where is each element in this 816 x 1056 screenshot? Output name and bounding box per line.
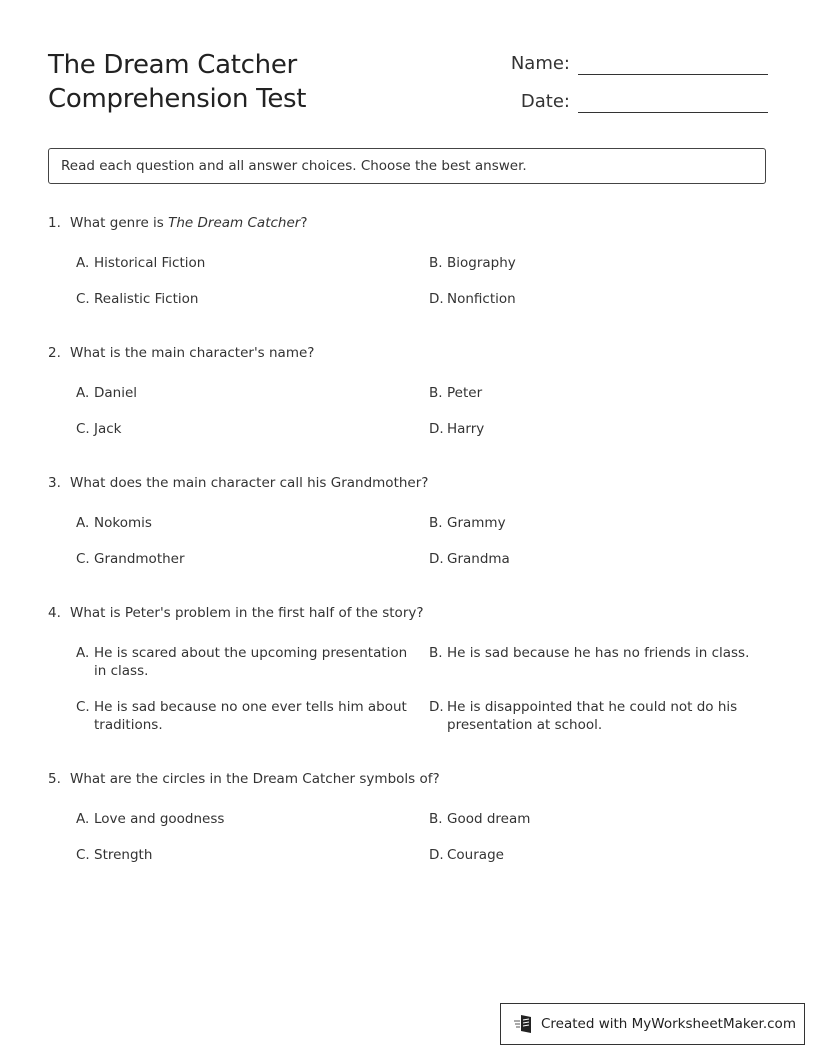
choice-text: Grandmother [94,551,185,567]
name-line[interactable] [578,52,768,75]
question-number: 3. [48,475,61,491]
choice-letter: A. [76,811,90,827]
question-prompt: What is the main character's name? [70,345,315,361]
name-label: Name: [510,53,570,74]
choice-text: Good dream [447,811,531,827]
choice-text: He is sad because he has no friends in class. [447,645,750,661]
choice-text: Realistic Fiction [94,291,199,307]
choice-letter: C. [76,847,90,863]
choice-letter: C. [76,421,90,437]
choice-b[interactable] [429,384,782,402]
choice-letter: D. [429,699,444,715]
choice-b[interactable] [429,644,782,680]
title-line-1: The Dream Catcher [48,50,297,80]
answer-choices [76,514,768,568]
question-number: 4. [48,605,61,621]
choice-text: Courage [447,847,504,863]
choice-a[interactable] [76,810,429,828]
question-text [48,344,768,362]
choice-letter: D. [429,421,444,437]
question-text [48,214,768,232]
prompt-text: What genre is [70,215,169,231]
choice-d[interactable] [429,550,782,568]
choice-text: Grammy [447,515,506,531]
choice-letter: C. [76,699,90,715]
choice-letter: B. [429,385,443,401]
date-field [500,90,768,113]
question-3 [48,474,768,568]
prompt-text: ? [300,215,308,231]
page-title [48,48,306,116]
choice-letter: D. [429,847,444,863]
choice-letter: A. [76,255,90,271]
question-4 [48,604,768,734]
choice-a[interactable] [76,254,429,272]
choice-d[interactable] [429,846,782,864]
choice-letter: C. [76,551,90,567]
title-line-2: Comprehension Test [48,84,307,114]
instructions-box: Read each question and all answer choices. Choose the best answer. [48,148,766,184]
choice-c[interactable] [76,698,429,734]
choice-letter: C. [76,291,90,307]
date-line[interactable] [578,90,768,113]
choice-letter: B. [429,255,443,271]
choice-letter: B. [429,645,443,661]
choice-letter: A. [76,515,90,531]
choice-a[interactable] [76,514,429,532]
choice-b[interactable] [429,810,782,828]
choice-c[interactable] [76,846,429,864]
choice-c[interactable] [76,420,429,438]
choice-text: Nonfiction [447,291,516,307]
choice-text: Nokomis [94,515,152,531]
choice-text: He is disappointed that he could not do his presentation at school. [447,699,738,733]
question-text [48,604,768,622]
question-1 [48,214,768,308]
choice-b[interactable] [429,254,782,272]
footer-credit[interactable] [500,1003,805,1045]
question-5 [48,770,768,864]
footer-text: Created with MyWorksheetMaker.com [541,1016,796,1032]
choice-text: Strength [94,847,153,863]
worksheet-maker-logo-icon [513,1013,535,1035]
question-prompt: What is Peter's problem in the first half of the story? [70,605,424,621]
question-2 [48,344,768,438]
answer-choices [76,254,768,308]
answer-choices [76,810,768,864]
question-number: 2. [48,345,61,361]
choice-letter: B. [429,811,443,827]
answer-choices [76,384,768,438]
choice-d[interactable] [429,420,782,438]
question-prompt: What does the main character call his Grandmother? [70,475,429,491]
choice-text: He is scared about the upcoming presentation in class. [94,645,408,679]
choice-c[interactable] [76,290,429,308]
choice-letter: D. [429,551,444,567]
choice-letter: A. [76,645,90,661]
choice-text: Love and goodness [94,811,225,827]
choice-letter: B. [429,515,443,531]
choice-d[interactable] [429,698,782,734]
choice-text: Jack [94,421,122,437]
choice-a[interactable] [76,384,429,402]
choice-letter: D. [429,291,444,307]
answer-choices [76,644,768,734]
choice-text: Biography [447,255,516,271]
choice-a[interactable] [76,644,429,680]
choice-text: Peter [447,385,483,401]
choice-text: He is sad because no one ever tells him about traditions. [94,699,407,733]
date-label: Date: [520,91,570,112]
choice-text: Historical Fiction [94,255,206,271]
book-title: The Dream Catcher [168,215,301,231]
choice-text: Harry [447,421,485,437]
choice-text: Grandma [447,551,510,567]
choice-d[interactable] [429,290,782,308]
question-prompt [70,214,308,232]
question-number: 1. [48,215,61,231]
question-prompt: What are the circles in the Dream Catcher symbols of? [70,771,440,787]
name-field [500,52,768,75]
choice-b[interactable] [429,514,782,532]
question-text [48,770,768,788]
choice-c[interactable] [76,550,429,568]
question-text [48,474,768,492]
question-number: 5. [48,771,61,787]
choice-letter: A. [76,385,90,401]
choice-text: Daniel [94,385,138,401]
